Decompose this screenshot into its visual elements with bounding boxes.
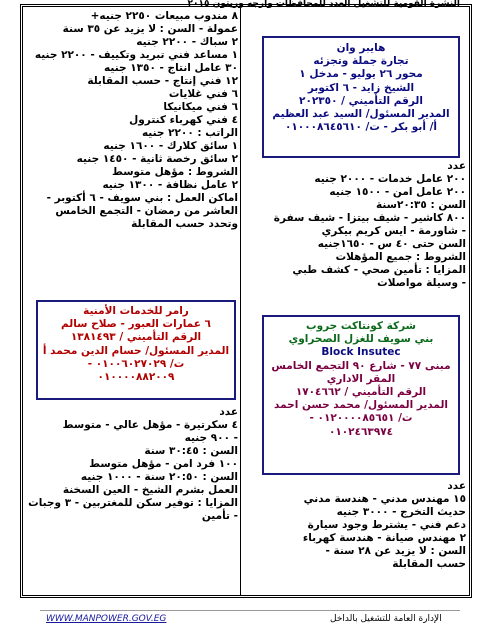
job-line: المزايا : تأمين صحي - كشف طبي: [292, 264, 466, 276]
company-card-contact-group: [262, 315, 460, 475]
job-line: العاشر من رمضان - التجمع الخامس: [55, 205, 238, 217]
right-column-list: [24, 10, 238, 231]
company-info-line: ٠١٠٠٠٠٨٨٢٠٠٩: [97, 371, 175, 384]
company-info-line: هايبر وان: [336, 42, 386, 54]
company-info-line: تجارة جملة وتجزئه: [313, 55, 409, 68]
company-info-line: ت/ ٠١٠٠٦٠٢٧٠٢٩ -: [87, 357, 185, 370]
job-line: الشروط : مؤهل متوسط: [111, 166, 238, 178]
job-line: ١٠٠ فرد امن - مؤهل متوسط: [89, 458, 238, 470]
job-line: ٤ سكرتيرة - مؤهل عالي - متوسط: [62, 419, 238, 431]
company-info-line: محور ٢٦ يوليو - مدخل ١: [299, 68, 423, 81]
job-line: ١٥ مهندس مدني - هندسة مدني: [303, 493, 466, 505]
job-line: ٢٠٠ عامل خدمات - ٢٠٠٠ جنيه: [314, 173, 466, 185]
job-line: ٦ فني ميكانيكا: [163, 101, 238, 113]
company-info-line: المدير المسئول/ محمد حسن احمد: [274, 399, 448, 412]
job-line: ٢ سائق رخصة ثانية - ١٤٥٠ جنيه: [76, 153, 238, 165]
job-line: ٨٠٠ كاشير - شيف بيتزا - شيف سفرة: [273, 212, 466, 224]
company-info-line: الشيخ زايد - ٦ اكتوبر: [307, 81, 415, 94]
job-line: - تأمين: [201, 510, 238, 522]
job-line: عمولة - السن : لا يزيد عن ٣٥ سنة: [62, 23, 238, 35]
job-line: - وسيلة مواصلات: [377, 277, 466, 289]
company-info-line: ت/ ٠١٢٠٠٠٠٨٥٦٥١ -: [309, 412, 413, 425]
job-line: السن : لا يزيد عن ٢٨ سنة -: [325, 545, 466, 557]
company-info-line: الرقم التأميني / ٢٠٢٣٥٠: [299, 94, 423, 107]
company-info-line: شركة كونتاكت جروب: [306, 320, 416, 332]
job-line: ٢ سباك - ٢٢٠٠ جنيه: [136, 36, 238, 48]
count-label: عدد: [447, 480, 466, 492]
job-line: دعم فني - يشترط وجود سيارة: [307, 519, 466, 531]
job-line: ٦ فني غلايات: [168, 88, 238, 100]
job-line: وتحدد حسب المقابلة: [131, 218, 238, 230]
footer-department: الإدارة العامة للتشغيل بالداخل: [330, 614, 442, 624]
job-line: السن : ٢٠:٥٠ سنة - ١٠٠٠ جنيه: [80, 471, 238, 483]
count-label: عدد: [447, 160, 466, 172]
job-line: المزايا : توفير سكن للمغتربين - ٣ وجبات: [28, 497, 238, 509]
footer-website-link[interactable]: WWW.MANPOWER.GOV.EG: [46, 614, 167, 624]
company-info-line: أ/ أبو بكر - ت/ ٠١٠٠٠٨٦٤٥٦١٠: [284, 121, 438, 134]
company-info-line: المدير المسئول/ حسام الدين محمد أ: [42, 344, 230, 357]
job-line: ٢٠٠ عامل امن - ١٥٠٠ جنيه: [329, 186, 466, 198]
company-info-line: المدير المسئول/ السيد عبد العظيم: [272, 108, 450, 121]
page-header: النشرة القومية للتشغيل العدد للمحافظات وارجه وريتون ٢٠١٥: [187, 0, 460, 8]
job-line: حديث التخرج - ٣٠٠٠ جنيه: [336, 506, 466, 518]
company-info-line: ٦ عمارات العبور - صلاح سالم: [61, 318, 211, 331]
job-line: العمل بشرم الشيخ - العين السخنة: [62, 484, 238, 496]
job-line: - شاورمة - ايس كريم بيكري: [321, 225, 466, 237]
job-line: الشروط : جميع المؤهلات: [335, 251, 466, 263]
job-line: - ٩٠٠ جنيه: [184, 432, 238, 444]
job-line: ٢ مهندس صيانة - هندسة كهرباء: [302, 532, 466, 544]
company-card-ramr-security: [36, 300, 236, 400]
company-info-line: Block Insutec: [321, 346, 401, 359]
job-line: ١ مساعد فني تبريد وتكييف - ٢٢٠٠ جنيه: [34, 49, 238, 61]
job-line: الراتب : ٢٢٠٠ جنيه: [141, 127, 238, 139]
count-label: عدد: [219, 406, 238, 418]
job-line: السن : ٢٠:٣٥سنة: [375, 199, 466, 211]
job-line: ٢ عامل نظافة - ١٣٠٠ جنيه: [102, 179, 238, 191]
company-info-line: ٠١٠٢٤٦٣٩٧٤: [328, 425, 394, 438]
job-line: حسب المقابلة: [392, 558, 466, 570]
job-line: ١٢ فني إنتاج - حسب المقابلة: [87, 75, 238, 87]
job-line: ٣٠ عامل انتاج - ١٣٥٠ جنيه: [104, 62, 238, 74]
job-line: ٨ مندوب مبيعات ٢٢٥٠ جنيه+: [90, 10, 238, 22]
company-info-line: المقر الاداري: [326, 372, 396, 385]
job-line: السن : ٣٠:٤٥ سنة: [144, 445, 238, 457]
hyper-one-jobs-list: [244, 160, 466, 290]
job-line: ١ سائق كلارك - ١٦٠٠ جنيه: [103, 140, 238, 152]
footer-rule: [40, 610, 460, 611]
company-info-line: الرقم التأميني / ١٣٨١٤٩٣: [70, 331, 202, 344]
job-line: السن حتى ٤٠ س - ١٦٥٠جنيه: [317, 238, 466, 250]
company-info-line: رامر للخدمات الأمنية: [83, 305, 189, 317]
ramr-jobs-list: [24, 406, 238, 523]
job-line: ٤ فني كهرباء كنترول: [129, 114, 238, 126]
company-info-line: بني سويف للغزل الصحراوي: [288, 333, 434, 346]
company-info-line: مبنى ٧٧ - شارع ٩٠ التجمع الخامس: [271, 359, 451, 372]
job-line: اماكن العمل : بني سويف - ٦ أكتوبر -: [46, 192, 238, 204]
company-card-hyper-one: [262, 36, 460, 158]
company-info-line: الرقم التأميني / ١٧٠٤٦٦٢: [295, 386, 427, 399]
contact-group-jobs-list: [244, 480, 466, 571]
column-divider: [240, 8, 241, 596]
